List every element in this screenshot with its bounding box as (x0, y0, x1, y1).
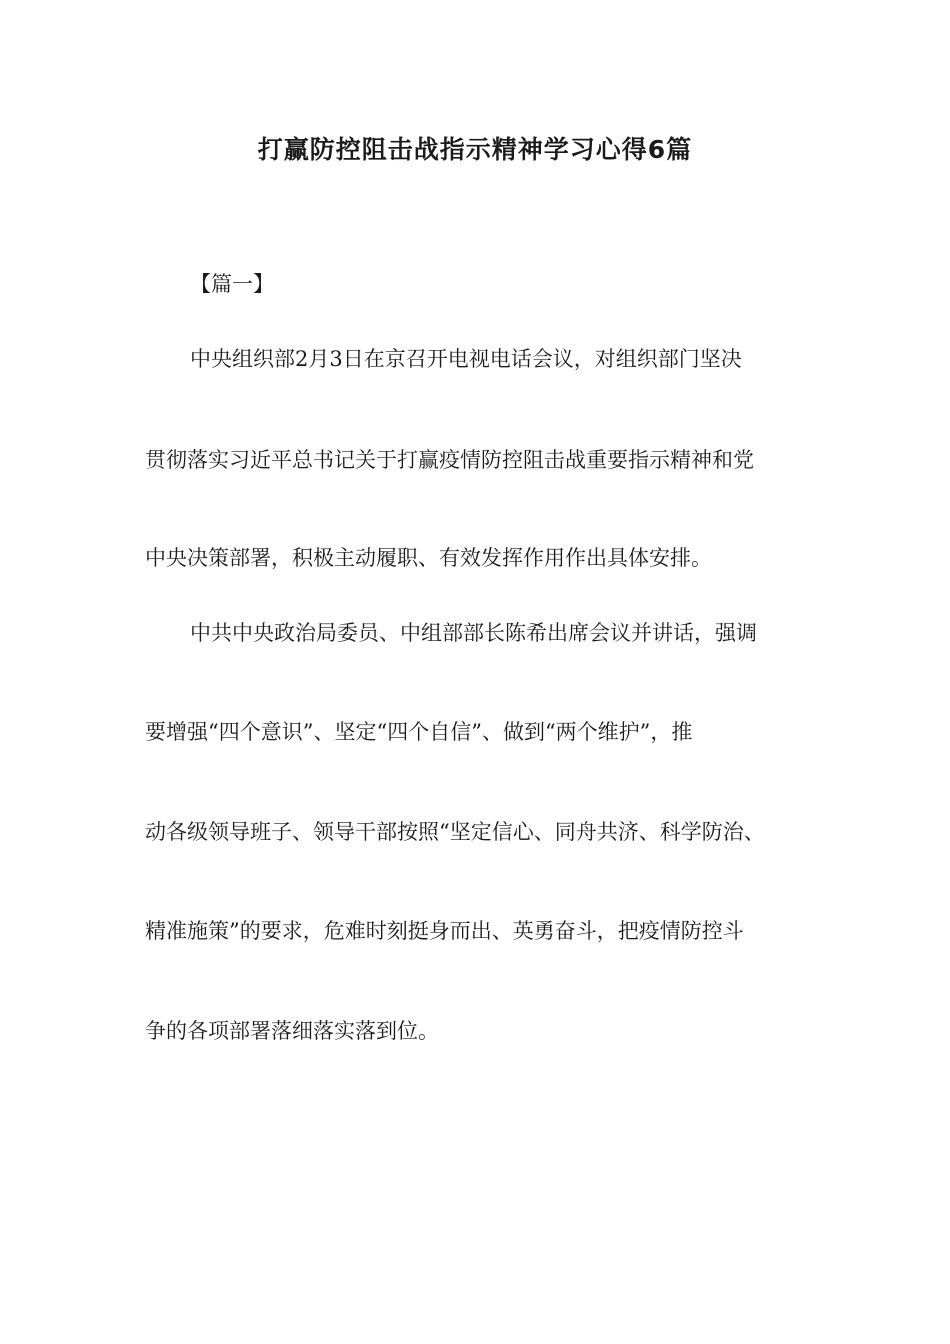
section-label: 【篇一】 (190, 272, 274, 296)
paragraph-1-line-1: 中央组织部2月3日在京召开电视电话会议，对组织部门坚决 (190, 347, 742, 371)
paragraph-2-line-4: 精准施策”的要求，危难时刻挺身而出、英勇奋斗，把疫情防控斗 (145, 919, 744, 943)
paragraph-1-line-2: 贯彻落实习近平总书记关于打赢疫情防控阻击战重要指示精神和党 (145, 448, 754, 472)
paragraph-1-line-3: 中央决策部署，积极主动履职、有效发挥作用作出具体安排。 (145, 546, 712, 570)
paragraph-2-line-2: 要增强“四个意识”、坚定“四个自信”、做到“两个维护”，推 (145, 720, 693, 744)
document-title: 打赢防控阻击战指示精神学习心得6篇 (257, 135, 693, 164)
paragraph-2-line-3: 动各级领导班子、领导干部按照“坚定信心、同舟共济、科学防治、 (145, 820, 765, 844)
paragraph-2-line-1: 中共中央政治局委员、中组部部长陈希出席会议并讲话，强调 (190, 621, 757, 645)
paragraph-2-line-5: 争的各项部署落细落实落到位。 (145, 1019, 439, 1043)
